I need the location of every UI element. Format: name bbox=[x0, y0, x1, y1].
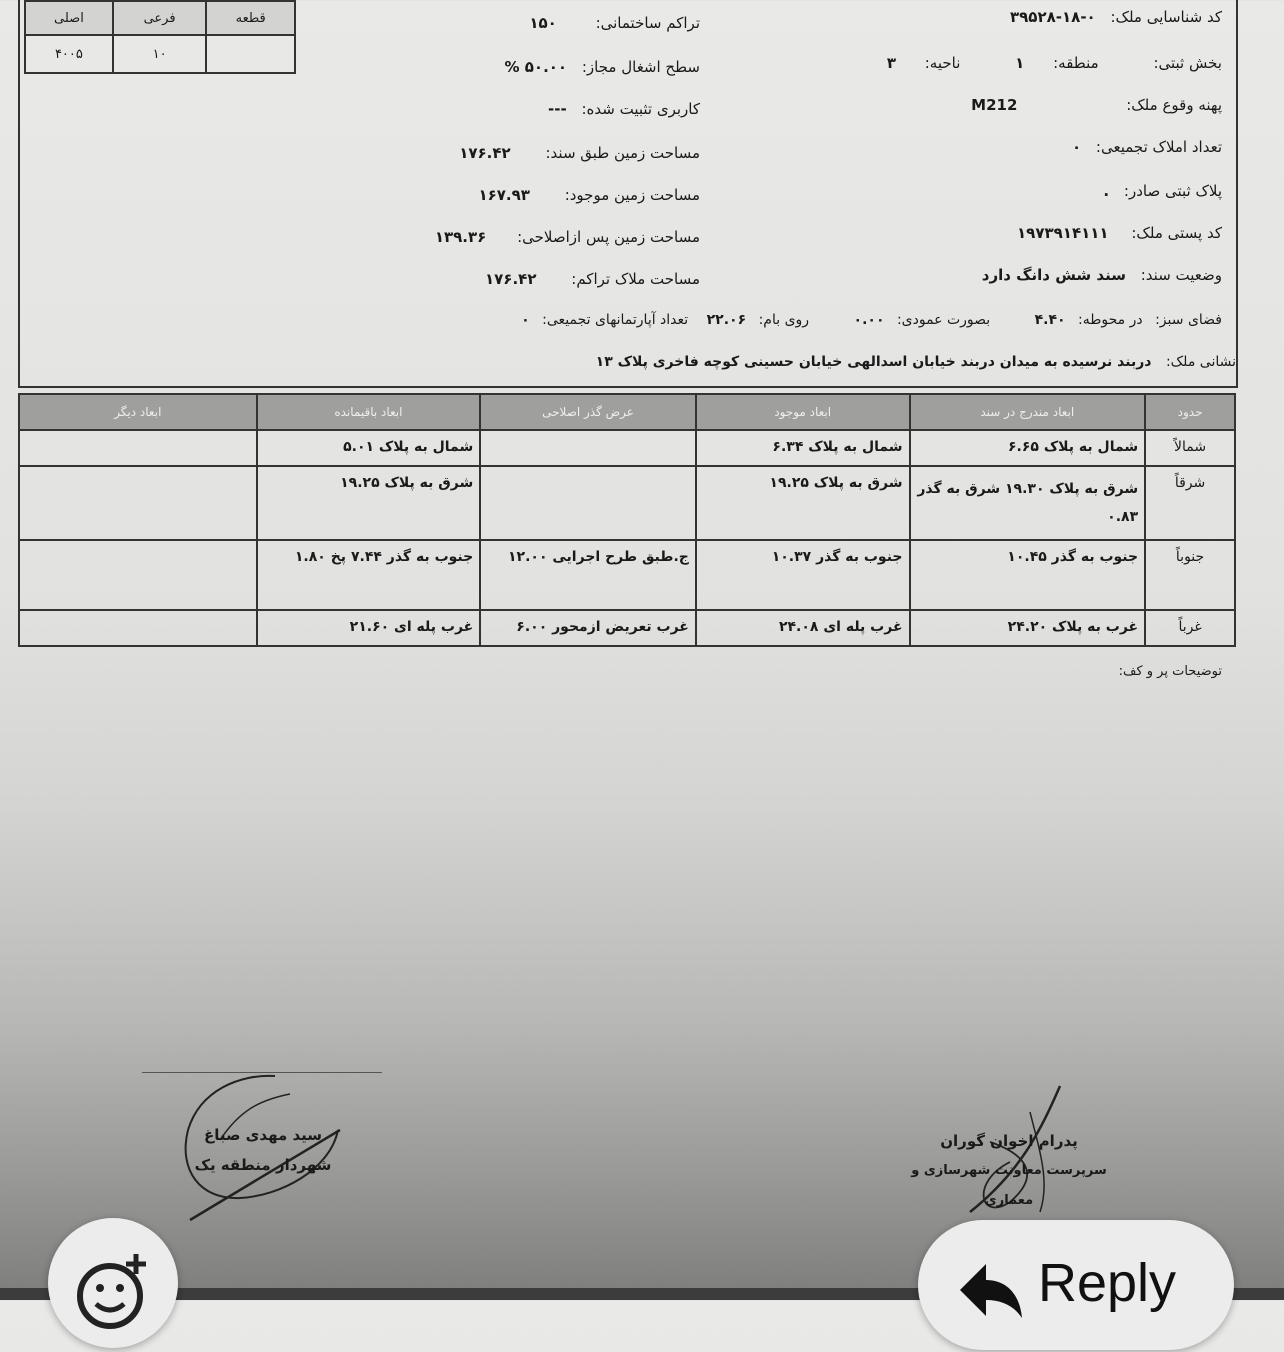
address-value: دربند نرسیده به میدان دربند خیابان اسدالهی خیابان حسینی کوچه فاخری پلاک ۱۳ bbox=[595, 354, 1152, 370]
green-vertical-label: بصورت عمودی: bbox=[896, 312, 991, 328]
apartments-label: تعداد آپارتمانهای تجمیعی: bbox=[542, 312, 689, 328]
table-cell bbox=[19, 430, 257, 466]
left-signer-title: شهردار منطقه یک bbox=[194, 1156, 332, 1174]
area-after-field bbox=[435, 228, 700, 246]
registry-field bbox=[887, 54, 1222, 72]
combined-count-value: ۰ bbox=[1071, 138, 1082, 156]
property-id-label: کد شناسایی ملک: bbox=[1110, 8, 1222, 26]
table-cell: شرق به پلاک ۱۹.۲۵ bbox=[257, 466, 481, 540]
bounds-header-cell: ابعاد مندرج در سند bbox=[910, 394, 1146, 430]
density-value: ۱۵۰ bbox=[529, 14, 557, 32]
table-cell: غرب پله ای ۲۴.۰۸ bbox=[696, 610, 910, 646]
add-reaction-icon bbox=[48, 1218, 178, 1348]
right-signer-title: سرپرست معاونت شهرسازی و معماری bbox=[911, 1163, 1107, 1208]
table-cell: غرب تعریض ازمحور ۶.۰۰ bbox=[480, 610, 696, 646]
density-field bbox=[529, 14, 700, 32]
green-label: فضای سبز: bbox=[1155, 312, 1222, 328]
bound-direction: غرباً bbox=[1145, 610, 1235, 646]
zone-value: M212 bbox=[971, 96, 1018, 114]
deed-status-field bbox=[982, 266, 1222, 284]
green-yard-value: ۴.۴۰ bbox=[1034, 312, 1066, 328]
reply-button[interactable] bbox=[918, 1220, 1234, 1350]
table-cell bbox=[19, 610, 257, 646]
address-label: نشانی ملک: bbox=[1165, 354, 1236, 370]
bound-direction: جنوباً bbox=[1145, 540, 1235, 610]
bounds-header-cell: ابعاد باقیمانده bbox=[257, 394, 481, 430]
bounds-header-cell: حدود bbox=[1145, 394, 1235, 430]
bounds-header-cell: ابعاد موجود bbox=[696, 394, 910, 430]
table-cell: جنوب به گذر ۱۰.۳۷ bbox=[696, 540, 910, 610]
left-signer-name: سید مهدی صباغ bbox=[203, 1126, 323, 1144]
area-deed-value: ۱۷۶.۴۲ bbox=[459, 144, 511, 162]
property-id-field bbox=[1010, 8, 1222, 26]
green-space-field bbox=[521, 312, 1222, 328]
bounds-table bbox=[18, 393, 1236, 647]
deed-status-label: وضعیت سند: bbox=[1140, 266, 1222, 284]
area-existing-value: ۱۶۷.۹۳ bbox=[478, 186, 530, 204]
right-signer-name: پدرام اخوان گوران bbox=[940, 1132, 1078, 1150]
table-cell: شمال به پلاک ۶.۳۴ bbox=[696, 430, 910, 466]
green-roof-value: ۲۲.۰۶ bbox=[706, 312, 747, 328]
table-cell: جنوب به گذر ۱۰.۴۵ bbox=[910, 540, 1146, 610]
postal-field bbox=[1017, 224, 1222, 242]
reply-arrow-icon bbox=[956, 1260, 1026, 1320]
table-cell: شمال به پلاک ۵.۰۱ bbox=[257, 430, 481, 466]
issued-plate-field bbox=[1103, 182, 1222, 200]
occupancy-label: سطح اشغال مجاز: bbox=[581, 58, 700, 76]
area-density-value: ۱۷۶.۴۲ bbox=[485, 270, 537, 288]
table-cell bbox=[19, 466, 257, 540]
postal-label: کد پستی ملک: bbox=[1131, 224, 1222, 242]
reply-label: Reply bbox=[1038, 1253, 1177, 1313]
bound-direction: شمالاً bbox=[1145, 430, 1235, 466]
parcel-value-cell: ۴۰۰۵ bbox=[25, 35, 113, 73]
postal-value: ۱۹۷۳۹۱۴۱۱۱ bbox=[1017, 224, 1109, 242]
table-cell: غرب به پلاک ۲۴.۲۰ bbox=[910, 610, 1146, 646]
table-row bbox=[19, 610, 1235, 646]
district-label: ناحیه: bbox=[924, 54, 961, 72]
issued-plate-label: پلاک ثبتی صادر: bbox=[1123, 182, 1222, 200]
bounds-header-cell: عرض گذر اصلاحی bbox=[480, 394, 696, 430]
parcel-header-cell: فرعی bbox=[113, 1, 207, 35]
table-cell: ج.طبق طرح اجرایی ۱۲.۰۰ bbox=[480, 540, 696, 610]
table-row bbox=[19, 430, 1235, 466]
area-after-value: ۱۳۹.۳۶ bbox=[434, 228, 487, 246]
district-value: ۳ bbox=[886, 54, 896, 72]
issued-plate-value: . bbox=[1103, 182, 1110, 200]
add-reaction-button[interactable] bbox=[48, 1218, 178, 1348]
green-roof-label: روی بام: bbox=[758, 312, 810, 328]
table-cell: غرب پله ای ۲۱.۶۰ bbox=[257, 610, 481, 646]
left-signature bbox=[188, 1120, 338, 1180]
area-deed-label: مساحت زمین طبق سند: bbox=[545, 144, 700, 162]
green-vertical-value: ۰.۰۰ bbox=[853, 312, 885, 328]
area-density-field bbox=[485, 270, 700, 288]
table-cell: شمال به پلاک ۶.۶۵ bbox=[910, 430, 1146, 466]
usage-field bbox=[548, 100, 700, 118]
area-density-label: مساحت ملاک تراکم: bbox=[571, 270, 700, 288]
combined-count-label: تعداد املاک تجمیعی: bbox=[1095, 138, 1222, 156]
parcel-header-cell: قطعه bbox=[206, 1, 295, 35]
bounds-header-cell: ابعاد دیگر bbox=[19, 394, 257, 430]
notes-label: توضیحات پر و کف: bbox=[1118, 664, 1222, 679]
table-cell: شرق به پلاک ۱۹.۳۰ شرق به گذر ۰.۸۳ bbox=[910, 466, 1146, 540]
table-cell: شرق به پلاک ۱۹.۲۵ bbox=[696, 466, 910, 540]
address-field bbox=[596, 354, 1236, 370]
region-label: منطقه: bbox=[1053, 54, 1099, 72]
table-cell bbox=[480, 430, 696, 466]
table-cell bbox=[480, 466, 696, 540]
deed-status-value: سند شش دانگ دارد bbox=[981, 266, 1126, 284]
bounds-header-row bbox=[19, 394, 1235, 430]
table-cell bbox=[19, 540, 257, 610]
table-row bbox=[19, 466, 1235, 540]
area-existing-label: مساحت زمین موجود: bbox=[564, 186, 700, 204]
parcel-header-cell: اصلی bbox=[25, 1, 113, 35]
table-row bbox=[19, 540, 1235, 610]
registry-label: بخش ثبتی: bbox=[1153, 54, 1222, 72]
property-id-value: ۰-۱۸-۳۹۵۲۸ bbox=[1009, 8, 1096, 26]
area-after-label: مساحت زمین پس ازاصلاحی: bbox=[517, 228, 700, 246]
parcel-value-cell: ۱۰ bbox=[113, 35, 207, 73]
zone-label: پهنه وقوع ملک: bbox=[1126, 96, 1222, 114]
usage-label: کاربری تثبیت شده: bbox=[581, 100, 700, 118]
area-existing-field bbox=[478, 186, 700, 204]
zone-field bbox=[971, 96, 1222, 114]
bound-direction: شرقاً bbox=[1145, 466, 1235, 540]
green-yard-label: در محوطه: bbox=[1078, 312, 1143, 328]
apartments-value: ۰ bbox=[521, 312, 530, 328]
occupancy-value: ۵۰.۰۰ % bbox=[504, 58, 568, 76]
density-label: تراکم ساختمانی: bbox=[595, 14, 700, 32]
combined-count-field bbox=[1072, 138, 1222, 156]
occupancy-field bbox=[505, 58, 701, 76]
right-signature bbox=[904, 1126, 1114, 1216]
area-deed-field bbox=[459, 144, 700, 162]
usage-value: --- bbox=[548, 100, 567, 118]
table-cell: جنوب به گذر ۷.۴۴ پخ ۱.۸۰ bbox=[257, 540, 481, 610]
region-value: ۱ bbox=[1015, 54, 1025, 72]
